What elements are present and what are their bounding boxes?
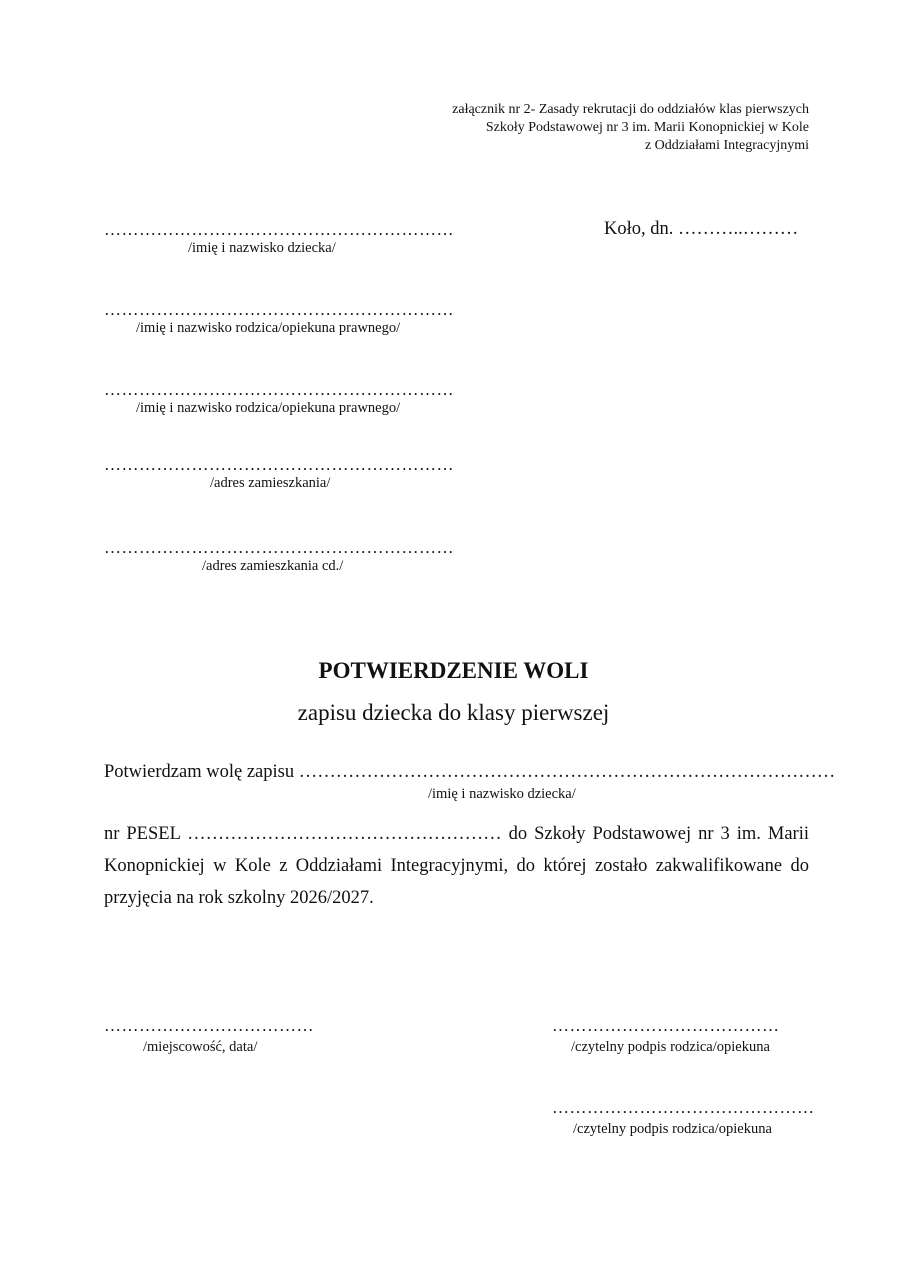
paragraph-line-2: Konopnickiej w Kole z Oddziałami Integracyjnymi, do której zostało zakwalifikowane do	[104, 856, 809, 876]
parent2-signature-caption: /czytelny podpis rodzica/opiekuna	[573, 1121, 772, 1137]
place-date-signature-caption: /miejscowość, data/	[143, 1039, 258, 1055]
parent1-name-caption: /imię i nazwisko rodzica/opiekuna prawnego/	[136, 320, 401, 336]
attachment-note-line-1: załącznik nr 2- Zasady rekrutacji do oddziałów klas pierwszych	[452, 102, 809, 117]
child-name-line[interactable]: ……………………………………………………	[104, 220, 454, 239]
paragraph-line-3: przyjęcia na rok szkolny 2026/2027.	[104, 888, 374, 908]
parent2-name-caption: /imię i nazwisko rodzica/opiekuna prawnego/	[136, 400, 401, 416]
confirm-child-caption: /imię i nazwisko dziecka/	[428, 786, 576, 802]
confirm-child-line[interactable]: Potwierdzam wolę zapisu ……………………………………………………………………………	[104, 762, 836, 782]
address-cont-caption: /adres zamieszkania cd./	[202, 558, 344, 574]
attachment-note-line-3: z Oddziałami Integracyjnymi	[644, 138, 809, 153]
address-caption: /adres zamieszkania/	[210, 475, 331, 491]
child-name-caption: /imię i nazwisko dziecka/	[188, 240, 336, 256]
parent1-signature-caption: /czytelny podpis rodzica/opiekuna	[571, 1039, 770, 1055]
attachment-note-line-2: Szkoły Podstawowej nr 3 im. Marii Konopnickiej w Kole	[485, 120, 809, 135]
paragraph-line-1[interactable]: nr PESEL …………………………………………… do Szkoły Podstawowej nr 3 im. Marii	[104, 824, 809, 844]
confirmation-paragraph	[104, 818, 809, 914]
document-title: POTWIERDZENIE WOLI	[318, 658, 589, 683]
address-line[interactable]: ……………………………………………………	[104, 455, 454, 474]
document-subtitle: zapisu dziecka do klasy pierwszej	[297, 700, 610, 725]
parent1-signature-line[interactable]: …………………………………	[552, 1016, 780, 1035]
address-cont-line[interactable]: ……………………………………………………	[104, 538, 454, 557]
parent1-name-line[interactable]: ……………………………………………………	[104, 300, 454, 319]
place-date-field[interactable]: Koło, dn. ………..………	[604, 219, 799, 239]
parent2-name-line[interactable]: ……………………………………………………	[104, 380, 454, 399]
parent2-signature-line[interactable]: ………………………………………	[552, 1098, 815, 1117]
place-date-signature-line[interactable]: ………………………………	[104, 1016, 314, 1035]
